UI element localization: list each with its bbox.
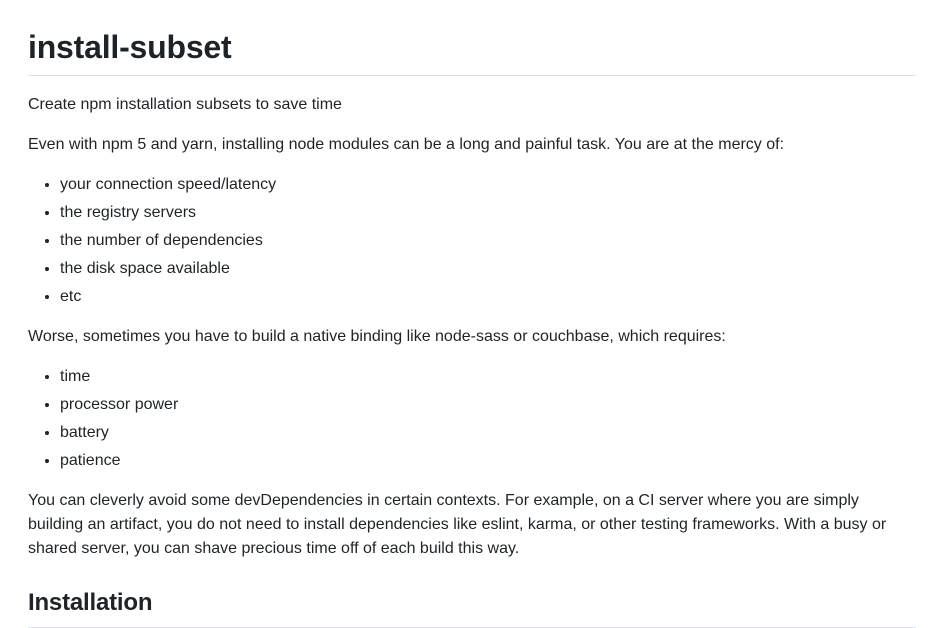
- mercy-list: [28, 173, 916, 309]
- list-item: • patience: [60, 449, 916, 473]
- installation-heading: Installation: [28, 588, 916, 628]
- list-item: • your connection speed/latency: [60, 173, 916, 197]
- list-item: • etc: [60, 285, 916, 309]
- list-item: • battery: [60, 421, 916, 445]
- list-item: • the disk space available: [60, 257, 916, 281]
- native-binding-paragraph: Worse, sometimes you have to build a native binding like node-sass or couchbase, which requires:: [28, 328, 726, 345]
- dev-dependencies-paragraph: You can cleverly avoid some devDependencies in certain contexts. For example, on a CI server where you are simply building an artifact, you do not need to install dependencies like eslint, karma, or other testing frameworks. With a busy or shared server, you can shave precious time off of each build this way.: [28, 492, 887, 557]
- intro-paragraph: Even with npm 5 and yarn, installing node modules can be a long and painful task. You are at the mercy of:: [28, 136, 785, 153]
- list-item: • processor power: [60, 393, 916, 417]
- list-item: • time: [60, 365, 916, 389]
- requirements-list: [28, 365, 916, 473]
- page-title: install-subset: [28, 0, 916, 76]
- list-item: • the number of dependencies: [60, 229, 916, 253]
- tagline-paragraph: Create npm installation subsets to save time: [28, 96, 342, 113]
- list-item: • the registry servers: [60, 201, 916, 225]
